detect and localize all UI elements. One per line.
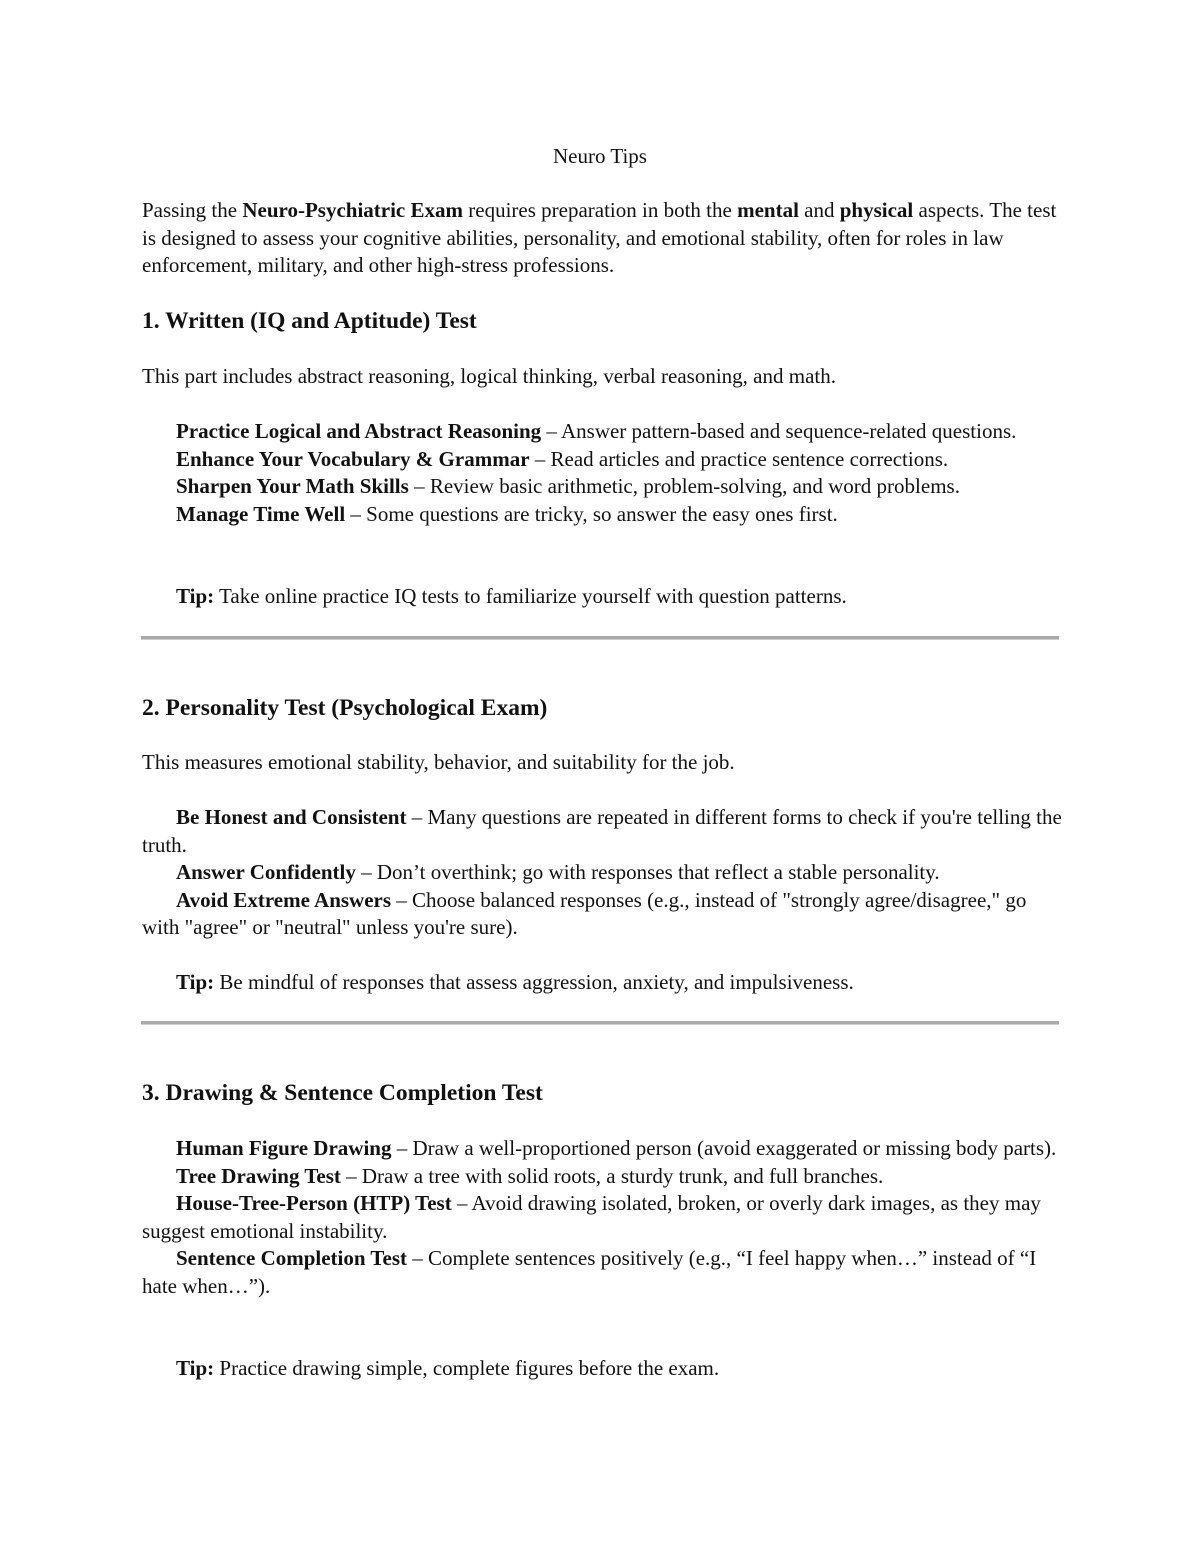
list-item — [142, 446, 1062, 474]
section-2-list — [142, 804, 1062, 942]
exam-name: Neuro-Psychiatric Exam — [242, 198, 463, 222]
item-text: – Draw a well-proportioned person (avoid exaggerated or missing body parts). — [391, 1136, 1057, 1160]
item-label: Answer Confidently — [176, 860, 356, 884]
tip-text: Be mindful of responses that assess aggression, anxiety, and impulsiveness. — [214, 970, 854, 994]
list-item — [142, 1163, 1062, 1191]
intro-text-4: aspects. The test is designed to assess your cognitive abilities, personality, and emotional stability, often for roles in law enforcement, military, and other high-stress professions. — [142, 198, 1057, 277]
list-item — [142, 473, 1062, 501]
list-item — [142, 859, 1062, 887]
intro-text — [142, 197, 1062, 280]
list-item — [142, 418, 1062, 446]
tip-line — [142, 583, 1062, 611]
section-1-heading: 1. Written (IQ and Aptitude) Test — [142, 308, 477, 334]
item-text: – Review basic arithmetic, problem-solving, and word problems. — [408, 474, 960, 498]
section-3-tip — [142, 1355, 1062, 1383]
intro-text-1: Passing the — [142, 198, 243, 222]
list-item — [142, 887, 1062, 942]
document-title: Neuro Tips — [553, 144, 647, 168]
section-1-tip — [142, 583, 1062, 611]
section-2-tip — [142, 969, 1062, 997]
item-text: – Avoid drawing isolated, broken, or overly dark images, as they may suggest emotional instability. — [142, 1191, 1041, 1243]
item-label: Enhance Your Vocabulary & Grammar — [176, 446, 530, 471]
intro-paragraph — [142, 197, 1062, 280]
item-text: – Many questions are repeated in different forms to check if you're telling the truth. — [142, 805, 1062, 857]
item-label: Avoid Extreme Answers — [176, 887, 392, 912]
item-label: Sharpen Your Math Skills — [176, 474, 409, 498]
tip-label: Tip: — [176, 584, 215, 608]
tip-label: Tip: — [176, 970, 215, 994]
item-text: – Choose balanced responses (e.g., instead of "strongly agree/disagree," go with "agree" or "neutral" unless you're sure). — [142, 887, 1027, 939]
list-item — [142, 1245, 1062, 1300]
tip-text: Practice drawing simple, complete figures before the exam. — [214, 1356, 720, 1380]
list-item — [142, 804, 1062, 859]
section-divider — [141, 636, 1059, 640]
item-label: Sentence Completion Test — [176, 1246, 407, 1270]
item-label: Practice Logical and Abstract Reasoning — [176, 419, 542, 443]
section-1-list — [142, 418, 1062, 528]
item-text: – Draw a tree with solid roots, a sturdy trunk, and full branches. — [340, 1163, 884, 1188]
list-item — [142, 1135, 1062, 1163]
section-2-heading: 2. Personality Test (Psychological Exam) — [142, 695, 548, 721]
item-label: Human Figure Drawing — [176, 1136, 392, 1160]
item-text: – Read articles and practice sentence corrections. — [529, 446, 949, 471]
item-text: – Some questions are tricky, so answer the easy ones first. — [345, 501, 838, 526]
intro-text-3: and — [798, 198, 840, 222]
tip-label: Tip: — [176, 1356, 215, 1380]
tip-line — [142, 1355, 1062, 1383]
item-label: House-Tree-Person (HTP) Test — [176, 1191, 452, 1215]
section-3-list — [142, 1135, 1062, 1300]
section-divider — [141, 1021, 1059, 1025]
item-text: – Complete sentences positively (e.g., “I feel happy when…” instead of “I hate when…”). — [142, 1246, 1037, 1298]
item-label: Be Honest and Consistent — [176, 805, 407, 829]
item-text: – Don’t overthink; go with responses that reflect a stable personality. — [355, 860, 940, 884]
intro-text-2: requires preparation in both the — [463, 198, 738, 222]
item-label: Tree Drawing Test — [176, 1163, 341, 1188]
section-2-description: This measures emotional stability, behavior, and suitability for the job. — [142, 750, 735, 774]
list-item — [142, 501, 1062, 529]
item-label: Manage Time Well — [176, 501, 346, 526]
tip-text: Take online practice IQ tests to familiarize yourself with question patterns. — [214, 584, 847, 608]
list-item — [142, 1190, 1062, 1245]
item-text: – Answer pattern-based and sequence-related questions. — [541, 419, 1017, 443]
physical-word: physical — [839, 198, 914, 222]
tip-line — [142, 969, 1062, 997]
section-1-description: This part includes abstract reasoning, logical thinking, verbal reasoning, and math. — [142, 364, 836, 388]
mental-word: mental — [737, 198, 799, 222]
section-3-heading: 3. Drawing & Sentence Completion Test — [142, 1080, 543, 1106]
